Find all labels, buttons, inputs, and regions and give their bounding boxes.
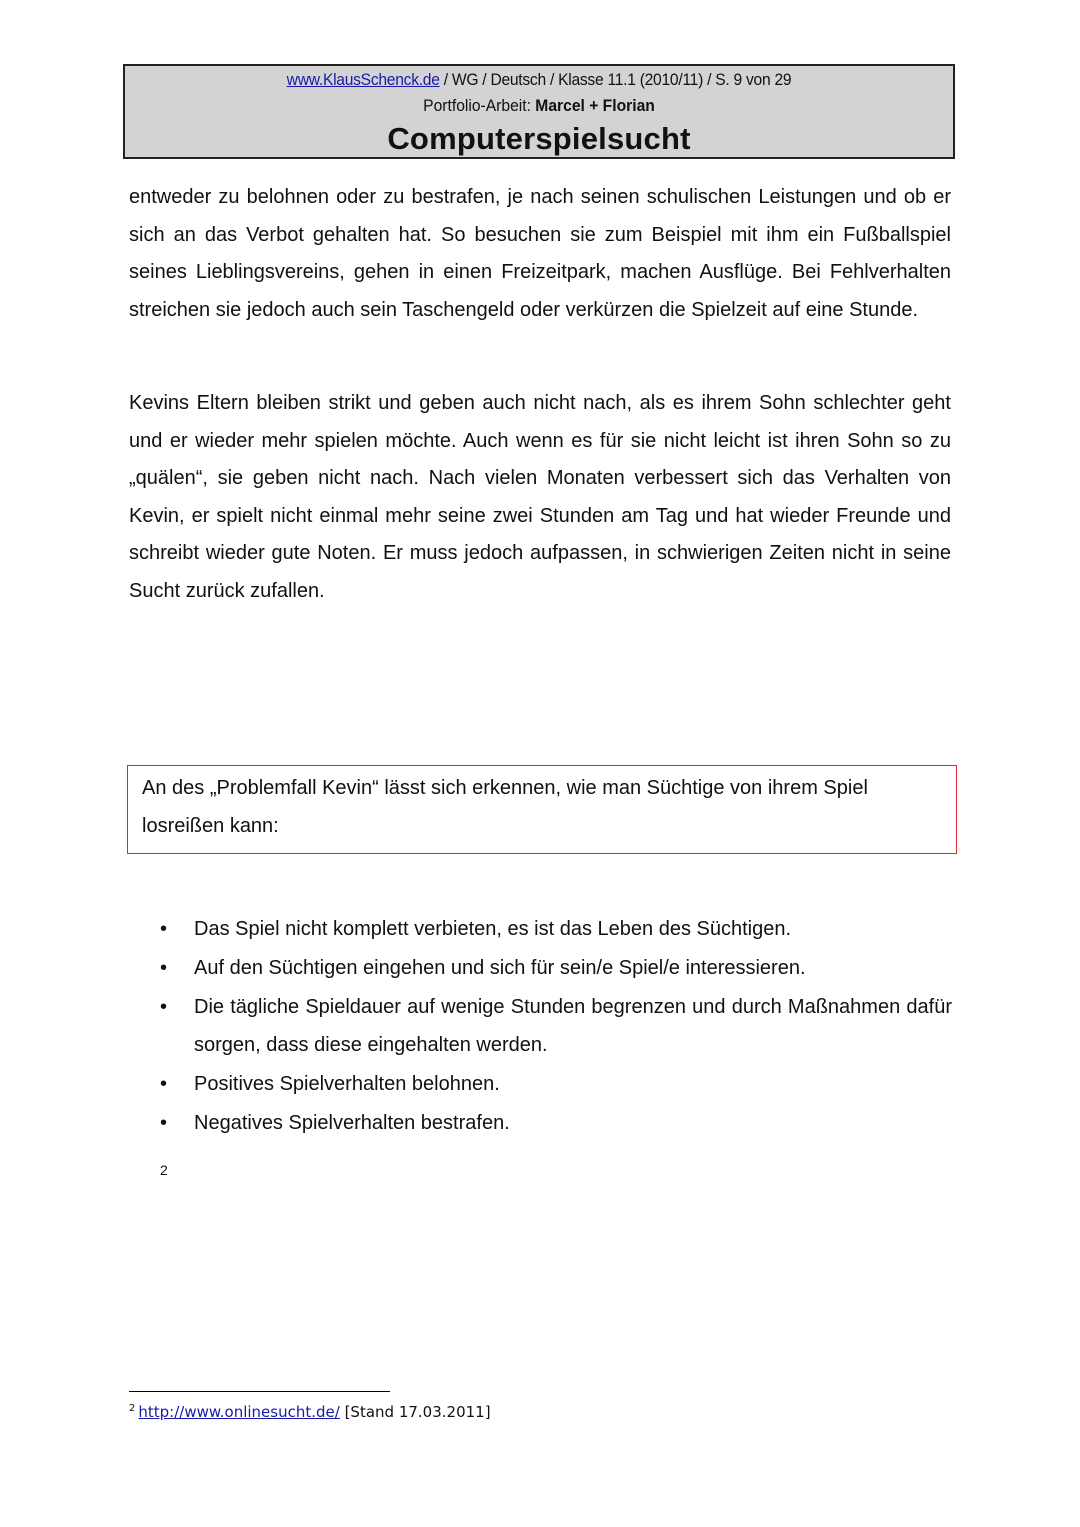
footnote-number: 2 bbox=[129, 1403, 136, 1414]
header-meta-line bbox=[158, 70, 920, 90]
footnote-date: [Stand 17.03.2011] bbox=[339, 1403, 491, 1421]
body-paragraph-1: entweder zu belohnen oder zu bestrafen, je nach seinen schulischen Leistungen und ob er sich an das Verbot gehalten hat. So besuchen sie zum Beispiel mit ihm ein Fußballspiel seines Lieblingsvereins, gehen in einen Freizeitpark, machen Ausflüge. Bei Fehlverhalten streichen sie jedoch auch sein Taschengeld oder verkürzen die Spielzeit auf eine Stunde. bbox=[129, 186, 951, 321]
footnote-link[interactable]: http://www.onlinesucht.de/ bbox=[138, 1403, 340, 1421]
footnote bbox=[129, 1403, 491, 1421]
summary-box: An des „Problemfall Kevin“ lässt sich erkennen, wie man Süchtige von ihrem Spiel losreißen kann: bbox=[127, 765, 957, 854]
header-portfolio-line bbox=[158, 96, 920, 116]
page-header bbox=[123, 64, 955, 159]
list-item: • Das Spiel nicht komplett verbieten, es ist das Leben des Süchtigen. bbox=[160, 910, 952, 948]
list-item: • Auf den Süchtigen eingehen und sich für sein/e Spiel/e interessieren. bbox=[160, 949, 952, 987]
portfolio-label: Portfolio-Arbeit: bbox=[423, 96, 536, 115]
list-item: • Positives Spielverhalten belohnen. bbox=[160, 1065, 952, 1103]
recommendation-list bbox=[160, 910, 952, 1143]
header-path: / WG / Deutsch / Klasse 11.1 (2010/11) / S. 9 von 29 bbox=[439, 70, 792, 89]
document-title: Computerspielsucht bbox=[387, 121, 691, 156]
footnote-reference: 2 bbox=[160, 1162, 168, 1178]
bullet-icon: • bbox=[160, 957, 168, 979]
list-item: • Negatives Spielverhalten bestrafen. bbox=[160, 1104, 952, 1142]
list-item: • Die tägliche Spieldauer auf wenige Stunden begrenzen und durch Maßnahmen dafür sorgen, dass diese eingehalten werden. bbox=[160, 988, 952, 1064]
bullet-icon: • bbox=[160, 1112, 168, 1134]
footnote-divider bbox=[129, 1391, 390, 1392]
bullet-icon: • bbox=[160, 1073, 168, 1095]
bullet-icon: • bbox=[160, 996, 168, 1018]
bullet-icon: • bbox=[160, 918, 168, 940]
authors: Marcel + Florian bbox=[535, 96, 655, 115]
body-paragraph-2: Kevins Eltern bleiben strikt und geben auch nicht nach, als es ihrem Sohn schlechter geht und er wieder mehr spielen möchte. Auch wenn es für sie nicht leicht ist ihren Sohn so zu „quälen“, sie geben nicht nach. Nach vielen Monaten verbessert sich das Verhalten von Kevin, er spielt nicht einmal mehr seine zwei Stunden am Tag und hat wieder Freunde und schreibt wieder gute Noten. Er muss jedoch aufpassen, in schwierigen Zeiten nicht in seine Sucht zurück zufallen. bbox=[129, 392, 951, 602]
site-link[interactable]: www.KlausSchenck.de bbox=[286, 70, 440, 89]
